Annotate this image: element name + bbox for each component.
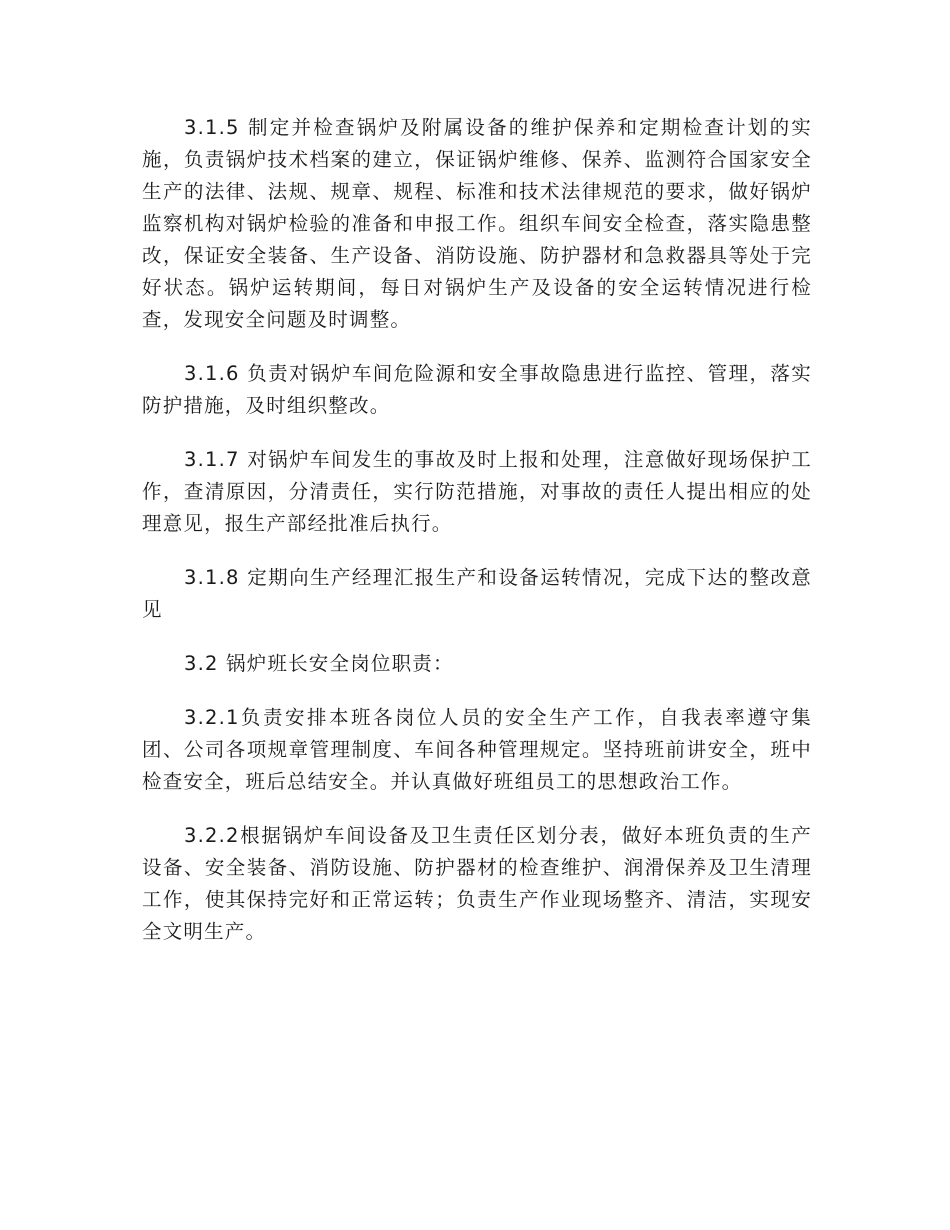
section-heading-3-2: 3.2 锅炉班长安全岗位职责： [184,652,454,675]
paragraph-3-1-5: 3.1.5 制定并检查锅炉及附属设备的维护保养和定期检查计划的实施，负责锅炉技术档案的建立，保证锅炉维修、保养、监测符合国家安全生产的法律、法规、规章、规程、标准和技术法律规范的要求，做好锅炉监察机构对锅炉检验的准备和申报工作。组织车间安全检查，落实隐患整改，保证安全装备、生产设备、消防设施、防护器材和急救器具等处于完好状态。锅炉运转期间，每日对锅炉生产及设备的安全运转情况进行检查，发现安全问题及时调整。 [142,116,812,331]
paragraph-3-1-7: 3.1.7 对锅炉车间发生的事故及时上报和处理，注意做好现场保护工作，查清原因，分清责任，实行防范措施，对事故的责任人提出相应的处理意见，报生产部经批准后执行。 [142,448,812,535]
paragraph-3-2-1: 3.2.1负责安排本班各岗位人员的安全生产工作，自我表率遵守集团、公司各项规章管理制度、车间各种管理规定。坚持班前讲安全，班中检查安全，班后总结安全。并认真做好班组员工的思想政治工作。 [142,706,812,793]
document-body [142,112,812,970]
paragraph-3-2-2: 3.2.2根据锅炉车间设备及卫生责任区划分表，做好本班负责的生产设备、安全装备、消防设施、防护器材的检查维护、润滑保养及卫生清理工作，使其保持完好和正常运转；负责生产作业现场整齐、清洁，实现安全文明生产。 [142,824,812,943]
paragraph-3-1-6: 3.1.6 负责对锅炉车间危险源和安全事故隐患进行监控、管理，落实防护措施，及时组织整改。 [142,362,812,417]
paragraph-3-1-8: 3.1.8 定期向生产经理汇报生产和设备运转情况，完成下达的整改意见 [142,566,812,621]
